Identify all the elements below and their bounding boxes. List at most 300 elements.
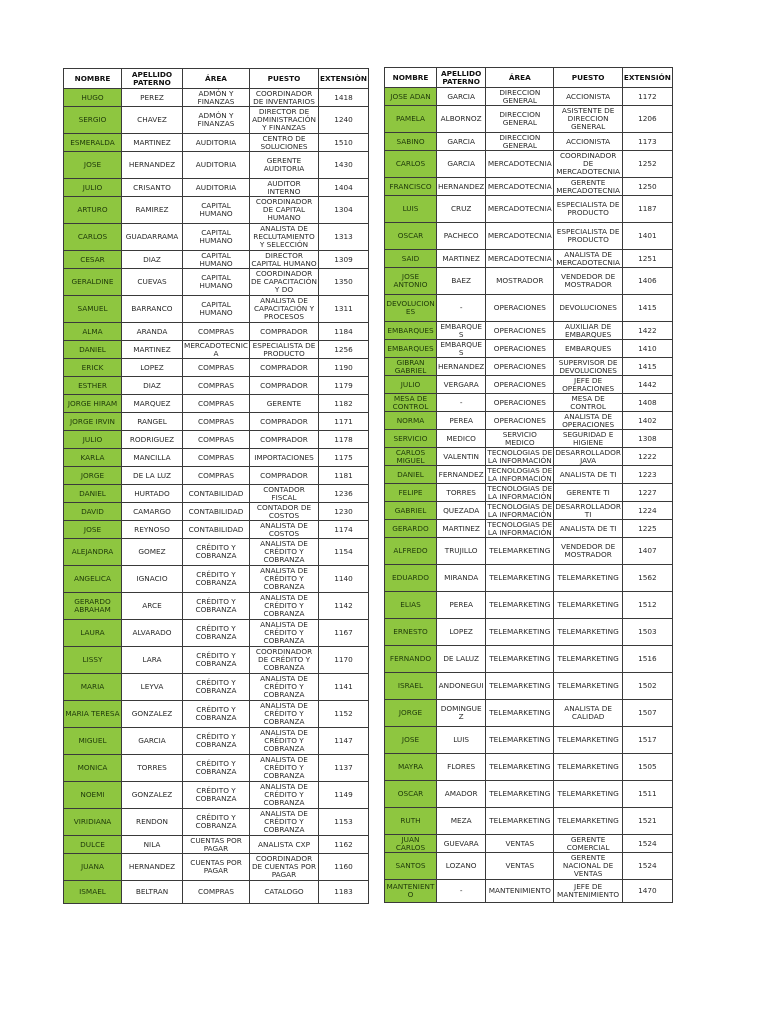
apellido-cell: MARTINEZ (122, 134, 183, 152)
name-cell: ARTURO (64, 197, 122, 224)
area-cell: MOSTRADOR (486, 268, 554, 295)
puesto-cell: ANALISTA CXP (250, 836, 319, 854)
name-cell: MAYRA (385, 754, 437, 781)
table-row (385, 781, 673, 808)
extension-cell: 1313 (319, 224, 369, 251)
header-extension: EXTENSIÓN (622, 68, 672, 88)
name-cell: NORMA (385, 412, 437, 430)
area-cell: COMPRAS (183, 467, 250, 485)
area-cell: OPERACIONES (486, 358, 554, 376)
extension-cell: 1406 (622, 268, 672, 295)
apellido-cell: BELTRAN (122, 881, 183, 904)
puesto-cell: SEGURIDAD E HIGIENE (554, 430, 623, 448)
extension-cell: 1256 (319, 341, 369, 359)
name-cell: JORGE HIRAM (64, 395, 122, 413)
apellido-cell: DE LA LUZ (122, 467, 183, 485)
table-row (385, 133, 673, 151)
name-cell: ALEJANDRA (64, 539, 122, 566)
name-cell: JORGE (64, 467, 122, 485)
puesto-cell: ESPECIALISTA DE PRODUCTO (554, 196, 623, 223)
puesto-cell: COMPRADOR (250, 431, 319, 449)
name-cell: SERGIO (64, 107, 122, 134)
header-row (385, 68, 673, 88)
area-cell: TELEMARKETING (486, 619, 554, 646)
table-row (385, 88, 673, 106)
area-cell: CRÉDITO Y COBRANZA (183, 728, 250, 755)
table-row (385, 880, 673, 903)
apellido-cell: CRISANTO (122, 179, 183, 197)
extension-cell: 1184 (319, 323, 369, 341)
area-cell: TELEMARKETING (486, 673, 554, 700)
extension-cell: 1505 (622, 754, 672, 781)
name-cell: JOSE (64, 152, 122, 179)
extension-cell: 1408 (622, 394, 672, 412)
apellido-cell: LOZANO (437, 853, 486, 880)
name-cell: LAURA (64, 620, 122, 647)
area-cell: CONTABILIDAD (183, 521, 250, 539)
apellido-cell: CUEVAS (122, 269, 183, 296)
area-cell: CRÉDITO Y COBRANZA (183, 647, 250, 674)
table-row (64, 755, 369, 782)
area-cell: COMPRAS (183, 359, 250, 377)
table-row (385, 268, 673, 295)
puesto-cell: SUPERVISOR DE DEVOLUCIONES (554, 358, 623, 376)
extension-cell: 1401 (622, 223, 672, 250)
area-cell: VENTAS (486, 835, 554, 853)
apellido-cell: PEREZ (122, 89, 183, 107)
name-cell: JOSE ADAN (385, 88, 437, 106)
extension-cell: 1225 (622, 520, 672, 538)
extension-cell: 1230 (319, 503, 369, 521)
apellido-cell: RANGEL (122, 413, 183, 431)
table-row (64, 566, 369, 593)
puesto-cell: ASISTENTE DE DIRECCION GENERAL (554, 106, 623, 133)
puesto-cell: DESARROLLADOR TI (555, 501, 621, 519)
puesto-cell: CATALOGO (250, 881, 319, 904)
area-cell: COMPRAS (183, 413, 250, 431)
area-cell: OPERACIONES (486, 376, 554, 394)
apellido-cell: DIAZ (122, 251, 183, 269)
table-row (385, 430, 673, 448)
name-cell: FERNANDO (385, 646, 437, 673)
table-row (64, 521, 369, 539)
table-row (385, 178, 673, 196)
apellido-cell: LEYVA (122, 674, 183, 701)
area-cell: SERVICIO MEDICO (486, 430, 554, 448)
puesto-cell: ANALISTA DE CRÉDITO Y COBRANZA (250, 539, 319, 566)
puesto-cell: TELEMARKETING (554, 646, 623, 673)
extension-cell: 1154 (319, 539, 369, 566)
puesto-cell: TELEMARKETING (554, 592, 623, 619)
puesto-cell: ANALISTA DE CALIDAD (554, 700, 623, 727)
name-cell: DANIEL (64, 341, 122, 359)
apellido-cell: TORRES (122, 755, 183, 782)
puesto-cell: ANALISTA DE CAPACITACIÓN Y PROCESOS (250, 296, 319, 323)
header-puesto: PUESTO (250, 69, 319, 89)
table-row (64, 485, 369, 503)
apellido-cell: MARTINEZ (437, 250, 486, 268)
puesto-cell: COMPRADOR (250, 359, 319, 377)
table-row (64, 224, 369, 251)
extension-cell: 1142 (319, 593, 369, 620)
puesto-cell: GERENTE AUDITORIA (250, 152, 319, 179)
area-cell: TECNOLOGIAS DE LA INFORMACIÓN (487, 519, 553, 537)
apellido-cell: IGNACIO (122, 566, 183, 593)
table-row (385, 376, 673, 394)
puesto-cell: DEVOLUCIONES (554, 295, 623, 322)
apellido-cell: FLORES (437, 754, 486, 781)
table-row (385, 673, 673, 700)
name-cell: EMBARQUES (385, 340, 437, 358)
apellido-cell: QUEZADA (437, 502, 486, 520)
area-cell: CAPITAL HUMANO (183, 197, 250, 224)
puesto-cell: TELEMARKETING (554, 619, 623, 646)
table-row (385, 727, 673, 754)
apellido-cell: GARCIA (437, 133, 486, 151)
apellido-cell: GARCIA (122, 728, 183, 755)
name-cell: SAID (385, 250, 437, 268)
name-cell: HUGO (64, 89, 122, 107)
apellido-cell: RENDON (122, 809, 183, 836)
table-row (385, 223, 673, 250)
puesto-cell: COMPRADOR (250, 467, 319, 485)
apellido-cell: PEREA (437, 592, 486, 619)
name-cell: GABRIEL (385, 502, 437, 520)
extension-cell: 1137 (319, 755, 369, 782)
area-cell: MERCADOTECNIA (486, 151, 554, 178)
right-directory-table (384, 67, 673, 903)
area-cell: CRÉDITO Y COBRANZA (183, 539, 250, 566)
apellido-cell: RAMIREZ (122, 197, 183, 224)
extension-cell: 1308 (622, 430, 672, 448)
puesto-cell: ACCIONISTA (554, 88, 623, 106)
name-cell: JULIO (64, 179, 122, 197)
area-cell: DIRECCION GENERAL (486, 88, 554, 106)
puesto-cell: DIRECTOR DE ADMINISTRACIÓN Y FINANZAS (250, 107, 319, 134)
name-cell: LISSY (64, 647, 122, 674)
extension-cell: 1309 (319, 251, 369, 269)
extension-cell: 1407 (622, 538, 672, 565)
name-cell: JULIO (64, 431, 122, 449)
apellido-cell: EMBARQUE S (437, 340, 486, 358)
name-cell: GERARDO (385, 520, 437, 538)
apellido-cell: MARQUEZ (122, 395, 183, 413)
area-cell: OPERACIONES (486, 340, 554, 358)
puesto-cell: GERENTE MERCADOTECNIA (554, 178, 623, 196)
area-cell: CONTABILIDAD (183, 503, 250, 521)
area-cell: AUDITORIA (183, 179, 250, 197)
header-extension: EXTENSIÒN (319, 69, 369, 89)
table-row (385, 835, 673, 853)
area-cell: AUDITORIA (183, 152, 250, 179)
table-row (64, 539, 369, 566)
area-cell: MERCADOTECNIA (486, 250, 554, 268)
area-cell: MERCADOTECNIC A (184, 340, 248, 358)
apellido-cell: MEZA (437, 808, 486, 835)
puesto-cell: VENDEDOR DE MOSTRADOR (554, 538, 623, 565)
apellido-cell: PACHECO (437, 223, 486, 250)
area-cell: DIRECCION GENERAL (486, 133, 554, 151)
table-row (64, 809, 369, 836)
extension-cell: 1172 (622, 88, 672, 106)
puesto-cell: ANALISTA DE CRÉDITO Y COBRANZA (250, 593, 319, 620)
name-cell: VIRIDIANA (64, 809, 122, 836)
name-cell: DANIEL (385, 466, 437, 484)
area-cell: OPERACIONES (486, 412, 554, 430)
table-row (385, 592, 673, 619)
puesto-cell: ESPECIALISTA DE PRODUCTO (554, 223, 623, 250)
area-cell: TECNOLOGIAS DE LA INFORMACIÓN (487, 501, 553, 519)
name-cell: KARLA (64, 449, 122, 467)
puesto-cell: COORDINADOR DE CUENTAS POR PAGAR (250, 854, 319, 881)
puesto-cell: AUXILIAR DE EMBARQUES (554, 322, 623, 340)
area-cell: MERCADOTECNIA (486, 223, 554, 250)
puesto-cell: ESPECIALISTA DE PRODUCTO (250, 341, 319, 359)
apellido-cell: PEREA (437, 412, 486, 430)
left-directory-table (63, 68, 369, 904)
area-cell: TELEMARKETING (486, 700, 554, 727)
puesto-cell: IMPORTACIONES (250, 449, 319, 467)
area-cell: CRÉDITO Y COBRANZA (183, 755, 250, 782)
puesto-cell: VENDEDOR DE MOSTRADOR (554, 268, 623, 295)
puesto-cell: TELEMARKETING (554, 727, 623, 754)
name-cell: ESTHER (64, 377, 122, 395)
area-cell: COMPRAS (183, 449, 250, 467)
extension-cell: 1502 (622, 673, 672, 700)
area-cell: OPERACIONES (486, 295, 554, 322)
name-cell: JUANA (64, 854, 122, 881)
apellido-cell: REYNOSO (122, 521, 183, 539)
area-cell: TELEMARKETING (486, 538, 554, 565)
name-cell: ERNESTO (385, 619, 437, 646)
area-cell: COMPRAS (183, 377, 250, 395)
table-row (64, 413, 369, 431)
apellido-cell: EMBARQUE S (437, 322, 486, 340)
area-cell: MERCADOTECNIA (486, 178, 554, 196)
name-cell: JOSE ANTONIO (385, 268, 437, 295)
name-cell: JOSE (64, 521, 122, 539)
extension-cell: 1517 (622, 727, 672, 754)
extension-cell: 1516 (622, 646, 672, 673)
apellido-cell: GARCIA (437, 151, 486, 178)
extension-cell: 1170 (319, 647, 369, 674)
area-cell: TELEMARKETING (486, 808, 554, 835)
apellido-cell: LOPEZ (437, 619, 486, 646)
name-cell: MIGUEL (64, 728, 122, 755)
area-cell: TECNOLOGIAS DE LA INFORMACIÓN (487, 447, 553, 465)
apellido-cell: CAMARGO (122, 503, 183, 521)
name-cell: GERALDINE (64, 269, 122, 296)
table-row (64, 197, 369, 224)
name-cell: MESA DE CONTROL (385, 394, 437, 412)
extension-cell: 1224 (622, 502, 672, 520)
table-row (385, 322, 673, 340)
table-row (64, 854, 369, 881)
table-row (385, 538, 673, 565)
apellido-cell: CRUZ (437, 196, 486, 223)
table-row (64, 269, 369, 296)
extension-cell: 1222 (622, 448, 672, 466)
extension-cell: 1141 (319, 674, 369, 701)
name-cell: MARIA TERESA (64, 701, 122, 728)
extension-cell: 1153 (319, 809, 369, 836)
left-table-body (64, 89, 369, 904)
apellido-cell: HERNANDEZ (122, 152, 183, 179)
table-row (385, 484, 673, 502)
name-cell: FRANCISCO (385, 178, 437, 196)
table-row (64, 836, 369, 854)
table-row (64, 89, 369, 107)
extension-cell: 1240 (319, 107, 369, 134)
area-cell: COMPRAS (183, 881, 250, 904)
name-cell: FELIPE (385, 484, 437, 502)
apellido-cell: - (437, 880, 486, 903)
puesto-cell: CONTADOR FISCAL (250, 485, 319, 503)
name-cell: JORGE (385, 700, 437, 727)
apellido-cell: ARANDA (122, 323, 183, 341)
extension-cell: 1442 (622, 376, 672, 394)
area-cell: CAPITAL HUMANO (183, 269, 250, 296)
apellido-cell: NILA (122, 836, 183, 854)
table-row (64, 179, 369, 197)
header-puesto: PUESTO (554, 68, 623, 88)
name-cell: OSCAR (385, 781, 437, 808)
area-cell: MANTENIMIENTO (486, 880, 554, 903)
apellido-cell: ARCE (122, 593, 183, 620)
name-cell: PAMELA (385, 106, 437, 133)
table-row (385, 466, 673, 484)
area-cell: CAPITAL HUMANO (183, 296, 250, 323)
table-row (385, 646, 673, 673)
apellido-cell: GOMEZ (122, 539, 183, 566)
name-cell: CARLOS (64, 224, 122, 251)
area-cell: OPERACIONES (486, 394, 554, 412)
puesto-cell: GERENTE TI (554, 484, 623, 502)
puesto-cell: ANALISTA DE CRÉDITO Y COBRANZA (250, 728, 319, 755)
extension-cell: 1183 (319, 881, 369, 904)
name-cell: JOSE (385, 727, 437, 754)
area-cell: TELEMARKETING (486, 781, 554, 808)
area-cell: DIRECCION GENERAL (486, 106, 554, 133)
puesto-cell: ANALISTA DE COSTOS (250, 521, 319, 539)
name-cell: EMBARQUES (385, 322, 437, 340)
name-cell: GIBRAN GABRIEL (385, 358, 437, 376)
area-cell: TELEMARKETING (486, 592, 554, 619)
header-apellido-paterno: APELLIDO PATERNO (437, 68, 486, 88)
extension-cell: 1402 (622, 412, 672, 430)
apellido-cell: ALVARADO (122, 620, 183, 647)
puesto-cell: COMPRADOR (250, 413, 319, 431)
apellido-cell: GONZALEZ (122, 782, 183, 809)
name-cell: NOEMI (64, 782, 122, 809)
puesto-cell: COMPRADOR (250, 323, 319, 341)
extension-cell: 1404 (319, 179, 369, 197)
apellido-cell: HERNANDEZ (437, 178, 486, 196)
table-row (385, 106, 673, 133)
puesto-cell: MESA DE CONTROL (554, 394, 623, 412)
table-row (64, 620, 369, 647)
name-cell: MONICA (64, 755, 122, 782)
extension-cell: 1147 (319, 728, 369, 755)
table-row (64, 377, 369, 395)
puesto-cell: GERENTE COMERCIAL (554, 835, 623, 853)
area-cell: AUDITORIA (183, 134, 250, 152)
extension-cell: 1206 (622, 106, 672, 133)
table-row (64, 359, 369, 377)
extension-cell: 1175 (319, 449, 369, 467)
apellido-cell: VERGARA (437, 376, 486, 394)
area-cell: CRÉDITO Y COBRANZA (183, 701, 250, 728)
table-row (64, 449, 369, 467)
apellido-cell: HERNANDEZ (437, 358, 486, 376)
extension-cell: 1173 (622, 133, 672, 151)
area-cell: CRÉDITO Y COBRANZA (183, 593, 250, 620)
apellido-cell: LUIS (437, 727, 486, 754)
table-row (385, 565, 673, 592)
name-cell: ELIAS (385, 592, 437, 619)
name-cell: DULCE (64, 836, 122, 854)
apellido-cell: ANDONEGUI (437, 673, 486, 700)
name-cell: MANTENIENT O (385, 880, 437, 903)
name-cell: JULIO (385, 376, 437, 394)
table-row (64, 152, 369, 179)
table-row (385, 295, 673, 322)
area-cell: MERCADOTECNIA (486, 196, 554, 223)
area-cell: CRÉDITO Y COBRANZA (183, 566, 250, 593)
extension-cell: 1422 (622, 322, 672, 340)
area-cell: COMPRAS (183, 431, 250, 449)
puesto-cell: GERENTE (250, 395, 319, 413)
area-cell: CAPITAL HUMANO (183, 224, 250, 251)
table-row (64, 728, 369, 755)
apellido-cell: ALBORNOZ (437, 106, 486, 133)
table-row (385, 412, 673, 430)
name-cell: CESAR (64, 251, 122, 269)
extension-cell: 1415 (622, 358, 672, 376)
table-row (385, 151, 673, 178)
extension-cell: 1190 (319, 359, 369, 377)
name-cell: LUIS (385, 196, 437, 223)
puesto-cell: ANALISTA DE OPERACIONES (554, 412, 623, 430)
puesto-cell: TELEMARKETING (554, 781, 623, 808)
area-cell: TELEMARKETING (486, 565, 554, 592)
name-cell: JUAN CARLOS (385, 835, 437, 853)
apellido-cell: MARTINEZ (122, 341, 183, 359)
name-cell: ANGELICA (64, 566, 122, 593)
table-row (64, 251, 369, 269)
area-cell: COMPRAS (183, 323, 250, 341)
name-cell: CARLOS MIGUEL (385, 448, 437, 466)
table-row (64, 134, 369, 152)
apellido-cell: LOPEZ (122, 359, 183, 377)
puesto-cell: JEFE DE OPERACIONES (554, 376, 623, 394)
extension-cell: 1162 (319, 836, 369, 854)
apellido-cell: MEDICO (437, 430, 486, 448)
table-row (64, 503, 369, 521)
extension-cell: 1524 (622, 835, 672, 853)
extension-cell: 1181 (319, 467, 369, 485)
name-cell: ESMERALDA (64, 134, 122, 152)
area-cell: CONTABILIDAD (183, 485, 250, 503)
puesto-cell: DESARROLLADOR JAVA (555, 447, 621, 465)
puesto-cell: COORDINADOR DE INVENTARIOS (250, 89, 319, 107)
puesto-cell: EMBARQUES (554, 340, 623, 358)
apellido-cell: GARCIA (437, 88, 486, 106)
puesto-cell: ANALISTA DE TI (554, 520, 623, 538)
area-cell: OPERACIONES (486, 322, 554, 340)
name-cell: ALMA (64, 323, 122, 341)
apellido-cell: - (437, 394, 486, 412)
